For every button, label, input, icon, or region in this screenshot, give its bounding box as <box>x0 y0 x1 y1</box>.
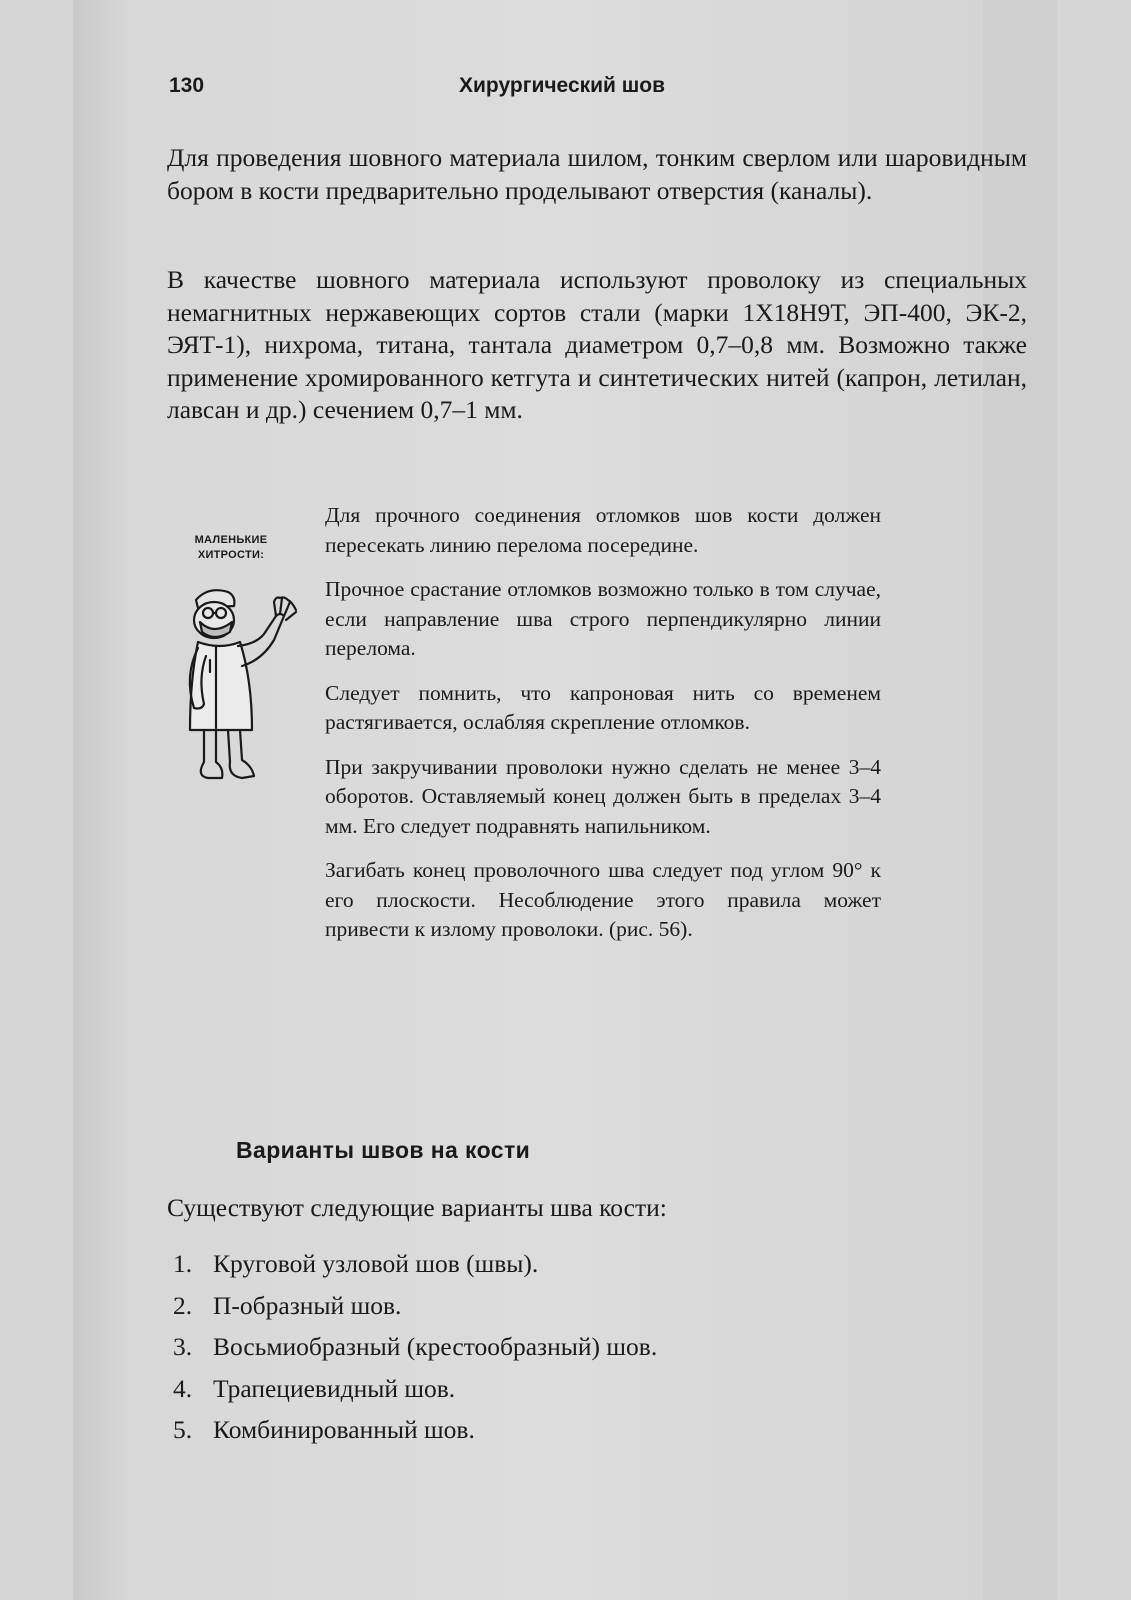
tips-label <box>176 533 286 563</box>
list-text: Трапециевидный шов. <box>213 1373 456 1403</box>
variants-list <box>173 1243 657 1451</box>
tip-item: Для прочного соединения отломков шов кости должен пересекать линию перелома посередине. <box>325 503 881 557</box>
list-text: Круговой узловой шов (швы). <box>213 1249 539 1278</box>
list-text: П-образный шов. <box>213 1290 402 1320</box>
list-number: 4. <box>173 1373 193 1403</box>
list-item <box>173 1326 657 1368</box>
section-heading: Варианты швов на кости <box>236 1137 531 1163</box>
book-page <box>73 0 1057 1600</box>
running-title: Хирургический шов <box>459 74 666 97</box>
list-item <box>173 1285 657 1327</box>
paragraph-text: Для проведения шовного материала шилом, тонким сверлом или шаровидным бором в кости предварительно проделывают отверстия (каналы). <box>167 143 1027 205</box>
list-text: Комбинированный шов. <box>213 1415 475 1444</box>
list-number: 5. <box>173 1415 193 1444</box>
tip-item: Загибать конец проволочного шва следует под углом 90° к его плоскости. Несоблюдение этого правила может привести к излому проволоки. (рис. 56). <box>325 858 881 941</box>
tips-label-line: ХИТРОСТИ: <box>197 549 265 561</box>
doctor-illustration <box>176 580 306 802</box>
paragraph-1 <box>167 142 1027 207</box>
list-item <box>173 1243 657 1285</box>
paragraph-2 <box>167 264 1027 427</box>
list-number: 1. <box>173 1249 193 1278</box>
tips-label-line: МАЛЕНЬКИЕ <box>194 534 268 546</box>
page-number: 130 <box>169 74 205 97</box>
list-item <box>173 1368 657 1410</box>
list-item <box>173 1409 657 1451</box>
list-number: 3. <box>173 1332 193 1361</box>
section-intro: Существуют следующие варианты шва кости: <box>167 1193 667 1222</box>
page-edge-shadow <box>983 0 1057 1600</box>
list-number: 2. <box>173 1290 193 1320</box>
list-text: Восьмиобразный (крестообразный) шов. <box>213 1332 658 1361</box>
tip-item: Следует помнить, что капроновая нить со временем растягивается, ослабляя скрепление отломков. <box>325 680 881 734</box>
tip-item: Прочное срастание отломков возможно только в том случае, если направление шва строго перпендикулярно линии перелома. <box>325 577 881 660</box>
tips-text <box>325 501 881 960</box>
paragraph-text: В качестве шовного материала используют проволоку из специальных немагнитных нержавеющих сортов стали (марки 1Х18Н9Т, ЭП-400, ЭК-2, ЭЯТ-1), нихрома, титана, тантала диаметром 0,7–0,8 мм. Возможно также применение хромированного кетгута и синтетических нитей (капрон, летилан, лавсан и др.) сечением 0,7–1 мм. <box>167 265 1027 424</box>
page-header <box>169 74 1019 108</box>
tip-item: При закручивании проволоки нужно сделать не менее 3–4 оборотов. Оставляемый конец должен быть в пределах 3–4 мм. Его следует подравнять напильником. <box>325 754 881 838</box>
